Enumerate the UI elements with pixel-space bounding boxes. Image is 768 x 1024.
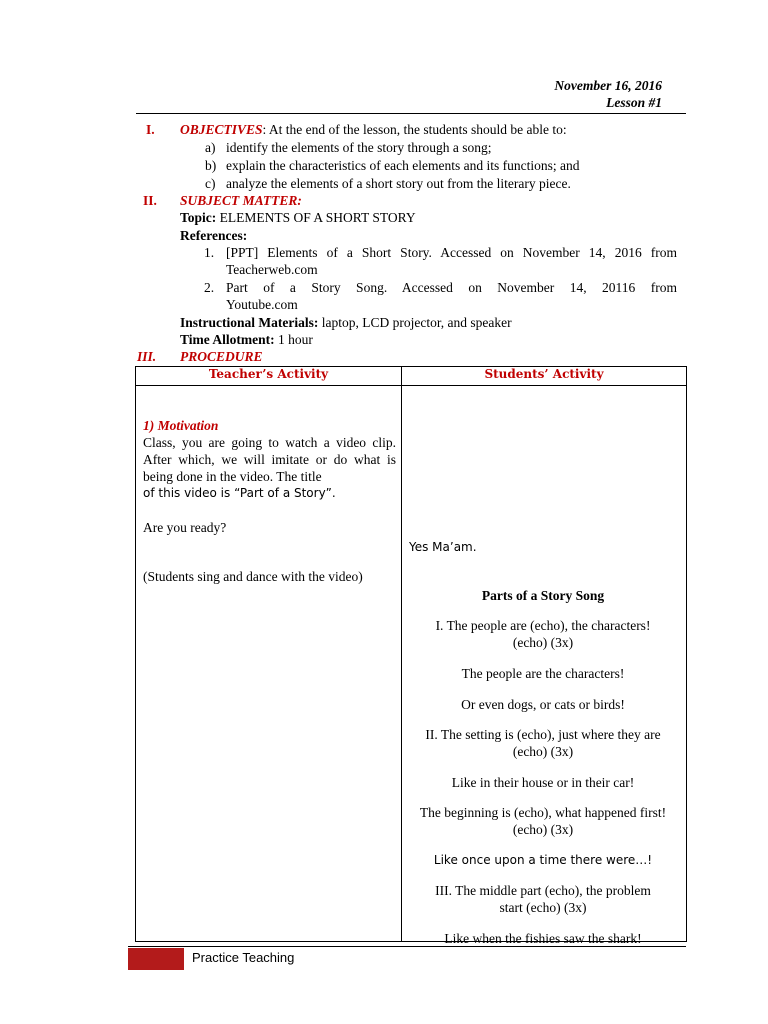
procedure-table-row [136,386,687,942]
time-value: 1 hour [278,332,313,347]
students-sing-note: (Students sing and dance with the video) [143,569,363,584]
materials-line [180,315,512,331]
materials-value: laptop, LCD projector, and speaker [321,315,512,330]
student-reply: Yes Ma’am. [409,540,477,554]
reference-marker-2: 2. [204,280,215,295]
lesson-number: Lesson #1 [606,95,662,110]
teacher-activity-header: Teacher’s Activity [136,367,402,386]
motivation-heading: 1) Motivation [143,418,219,433]
footer-label: Practice Teaching [192,950,295,965]
topic-line [180,210,416,226]
subject-matter-numeral: II. [143,193,157,208]
song-line-1: I. The people are (echo), the characters! (echo) (3x) [435,618,651,650]
objectives-heading-line [180,122,567,138]
reference-2-line2: Youtube.com [226,297,298,312]
reference-2-line1: Part of a Story Song. Accessed on November 14, 20116 from [226,280,677,295]
students-activity-cell [402,386,687,946]
ready-question: Are you ready? [143,520,227,535]
procedure-numeral: III. [137,349,157,364]
reference-1-line2: Teacherweb.com [226,262,318,277]
song-line-7: Like once upon a time there were…! [433,853,653,867]
reference-marker-1: 1. [204,245,215,260]
song-line-9: Like when the fishies saw the shark! [444,931,642,946]
song-line-5: Like in their house or in their car! [451,775,635,790]
motivation-text-a: Class, you are going to watch a video clip. After which, we will imitate or do what is being done in the video. The title [143,435,396,484]
time-line [180,332,313,348]
song-line-4: II. The setting is (echo), just where they are (echo) (3x) [425,727,661,759]
procedure-table-header [136,367,687,386]
references-label: References: [180,228,248,243]
objective-marker-b: b) [205,158,217,173]
subject-matter-heading: SUBJECT MATTER: [180,193,302,208]
objective-marker-a: a) [205,140,216,155]
lesson-date: November 16, 2016 [554,78,662,93]
time-label: Time Allotment: [180,332,275,347]
teacher-activity-cell [136,386,402,942]
students-activity-header: Students’ Activity [402,367,687,386]
reference-1-line1: [PPT] Elements of a Short Story. Accessed on November 14, 2016 from [226,245,677,260]
objectives-heading: OBJECTIVES [180,122,263,137]
footer-accent-bar [128,948,184,970]
objective-item-c: analyze the elements of a short story out from the literary piece. [226,176,571,191]
header-divider [136,113,686,114]
topic-label: Topic: [180,210,217,225]
objective-item-b: explain the characteristics of each elements and its functions; and [226,158,580,173]
topic-value: ELEMENTS OF A SHORT STORY [219,210,416,225]
song-line-3: Or even dogs, or cats or birds! [461,697,625,712]
objectives-intro: : At the end of the lesson, the students should be able to: [262,122,567,137]
materials-label: Instructional Materials: [180,315,319,330]
objective-item-a: identify the elements of the story through a song; [226,140,492,155]
procedure-heading: PROCEDURE [180,349,263,364]
procedure-table [135,366,687,946]
objective-marker-c: c) [205,176,216,191]
song-line-8: III. The middle part (echo), the problem start (echo) (3x) [435,883,651,915]
objectives-numeral: I. [146,122,155,137]
footer-divider [128,946,686,947]
song-line-2: The people are the characters! [461,666,625,681]
song-title: Parts of a Story Song [481,588,605,603]
motivation-text-b: of this video is “Part of a Story”. [143,486,336,500]
song-line-6: The beginning is (echo), what happened first! (echo) (3x) [419,805,667,837]
